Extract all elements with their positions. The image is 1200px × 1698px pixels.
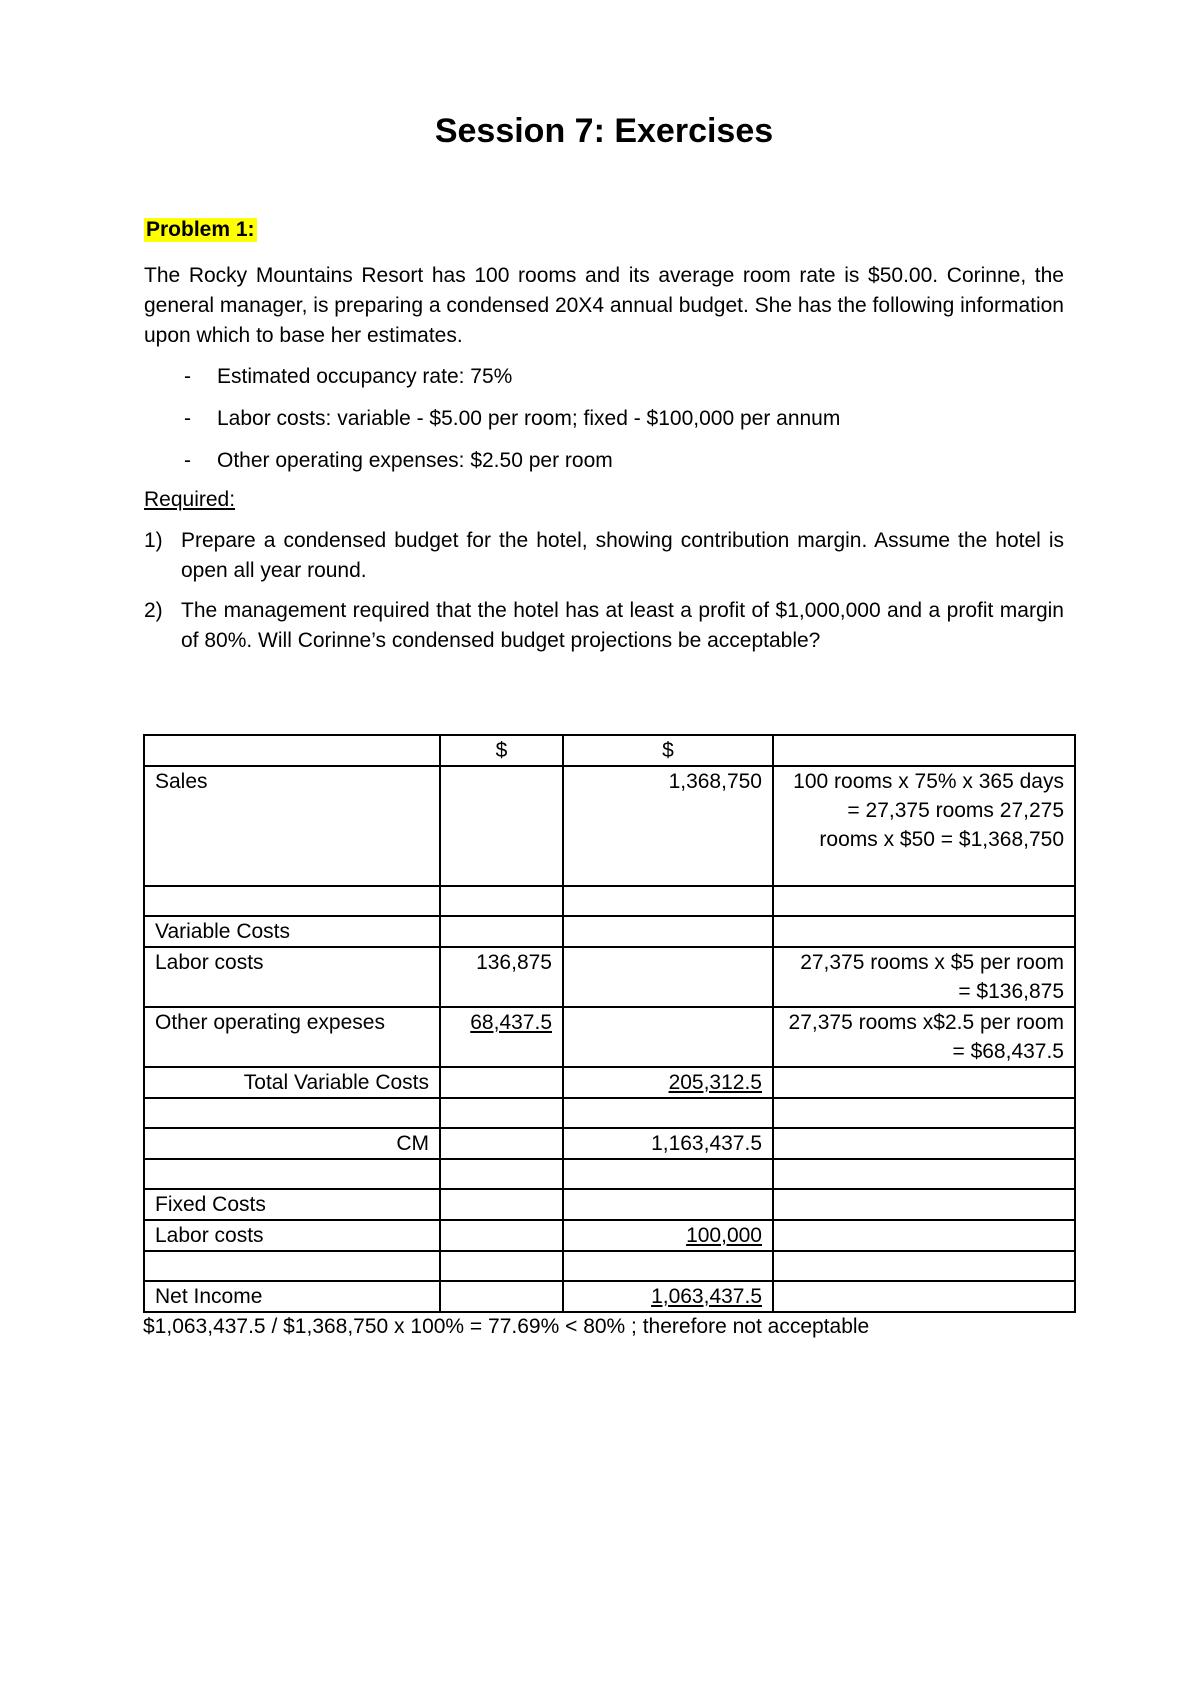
- list-item: 1) Prepare a condensed budget for the hotel, showing contribution margin. Assume the hotel is open all year round.: [144, 529, 1064, 582]
- budget-table: [143, 734, 1076, 1313]
- row-label: Labor costs: [144, 947, 440, 1007]
- labor-variable-amount: 136,875: [440, 947, 563, 1007]
- table-row: [144, 766, 1075, 886]
- row-label: Sales: [144, 766, 440, 886]
- table-header-cell: $: [563, 735, 773, 766]
- section-label: Variable Costs: [144, 916, 440, 947]
- cm-amount: 1,163,437.5: [563, 1128, 773, 1159]
- labor-variable-note: 27,375 rooms x $5 per room = $136,875: [773, 947, 1075, 1007]
- table-header-cell: [144, 735, 440, 766]
- list-item: 2) The management required that the hotel has at least a profit of $1,000,000 and a profit margin of 80%. Will Corinne’s condensed budget projections be acceptable?: [144, 599, 1064, 652]
- table-row: [144, 1128, 1075, 1159]
- list-item: - Other operating expenses: $2.50 per room: [144, 446, 1064, 488]
- bullet-dash: -: [184, 365, 191, 388]
- table-row: [144, 916, 1075, 947]
- net-income-amount: 1,063,437.5: [651, 1285, 762, 1308]
- list-item: - Labor costs: variable - $5.00 per room; fixed - $100,000 per annum: [144, 404, 1064, 446]
- row-label: Total Variable Costs: [144, 1067, 440, 1098]
- list-item: - Estimated occupancy rate: 75%: [144, 362, 1064, 404]
- row-label: Net Income: [144, 1281, 440, 1312]
- other-operating-amount: 68,437.5: [470, 1011, 552, 1034]
- sales-note: 100 rooms x 75% x 365 days = 27,375 rooms 27,275 rooms x $50 = $1,368,750: [773, 766, 1075, 886]
- table-row: [144, 1220, 1075, 1251]
- table-row: [144, 1281, 1075, 1312]
- table-header-cell: [773, 735, 1075, 766]
- table-row: [144, 1067, 1075, 1098]
- bullet-dash: -: [184, 407, 191, 430]
- row-label: CM: [144, 1128, 440, 1159]
- requirements-list: [144, 526, 1064, 666]
- table-row: [144, 1098, 1075, 1128]
- labor-fixed-amount: 100,000: [686, 1224, 762, 1247]
- table-row: [144, 1251, 1075, 1281]
- table-header-cell: $: [440, 735, 563, 766]
- other-operating-note: 27,375 rooms x$2.5 per room = $68,437.5: [773, 1007, 1075, 1067]
- problem-intro: The Rocky Mountains Resort has 100 rooms and its average room rate is $50.00. Corinne, the general manager, is preparing a condensed 20X4 annual budget. She has the following information upon which to base her estimates.: [144, 264, 1064, 347]
- table-row: [144, 1159, 1075, 1189]
- conclusion-text: $1,063,437.5 / $1,368,750 x 100% = 77.69% < 80% ; therefore not acceptable: [143, 1315, 870, 1338]
- total-variable-amount: 205,312.5: [668, 1071, 762, 1094]
- table-row: [144, 947, 1075, 1007]
- required-label: Required:: [144, 488, 236, 511]
- table-header-row: [144, 735, 1075, 766]
- sales-amount: 1,368,750: [563, 766, 773, 886]
- bullet-dash: -: [184, 449, 191, 472]
- problem-heading: Problem 1:: [146, 218, 255, 241]
- table-row: [144, 886, 1075, 916]
- page-title: Session 7: Exercises: [434, 112, 774, 150]
- row-label: Labor costs: [144, 1220, 440, 1251]
- table-row: [144, 1189, 1075, 1220]
- row-label: Other operating expeses: [144, 1007, 440, 1067]
- table-row: [144, 1007, 1075, 1067]
- section-label: Fixed Costs: [144, 1189, 440, 1220]
- assumption-list: [144, 362, 1064, 488]
